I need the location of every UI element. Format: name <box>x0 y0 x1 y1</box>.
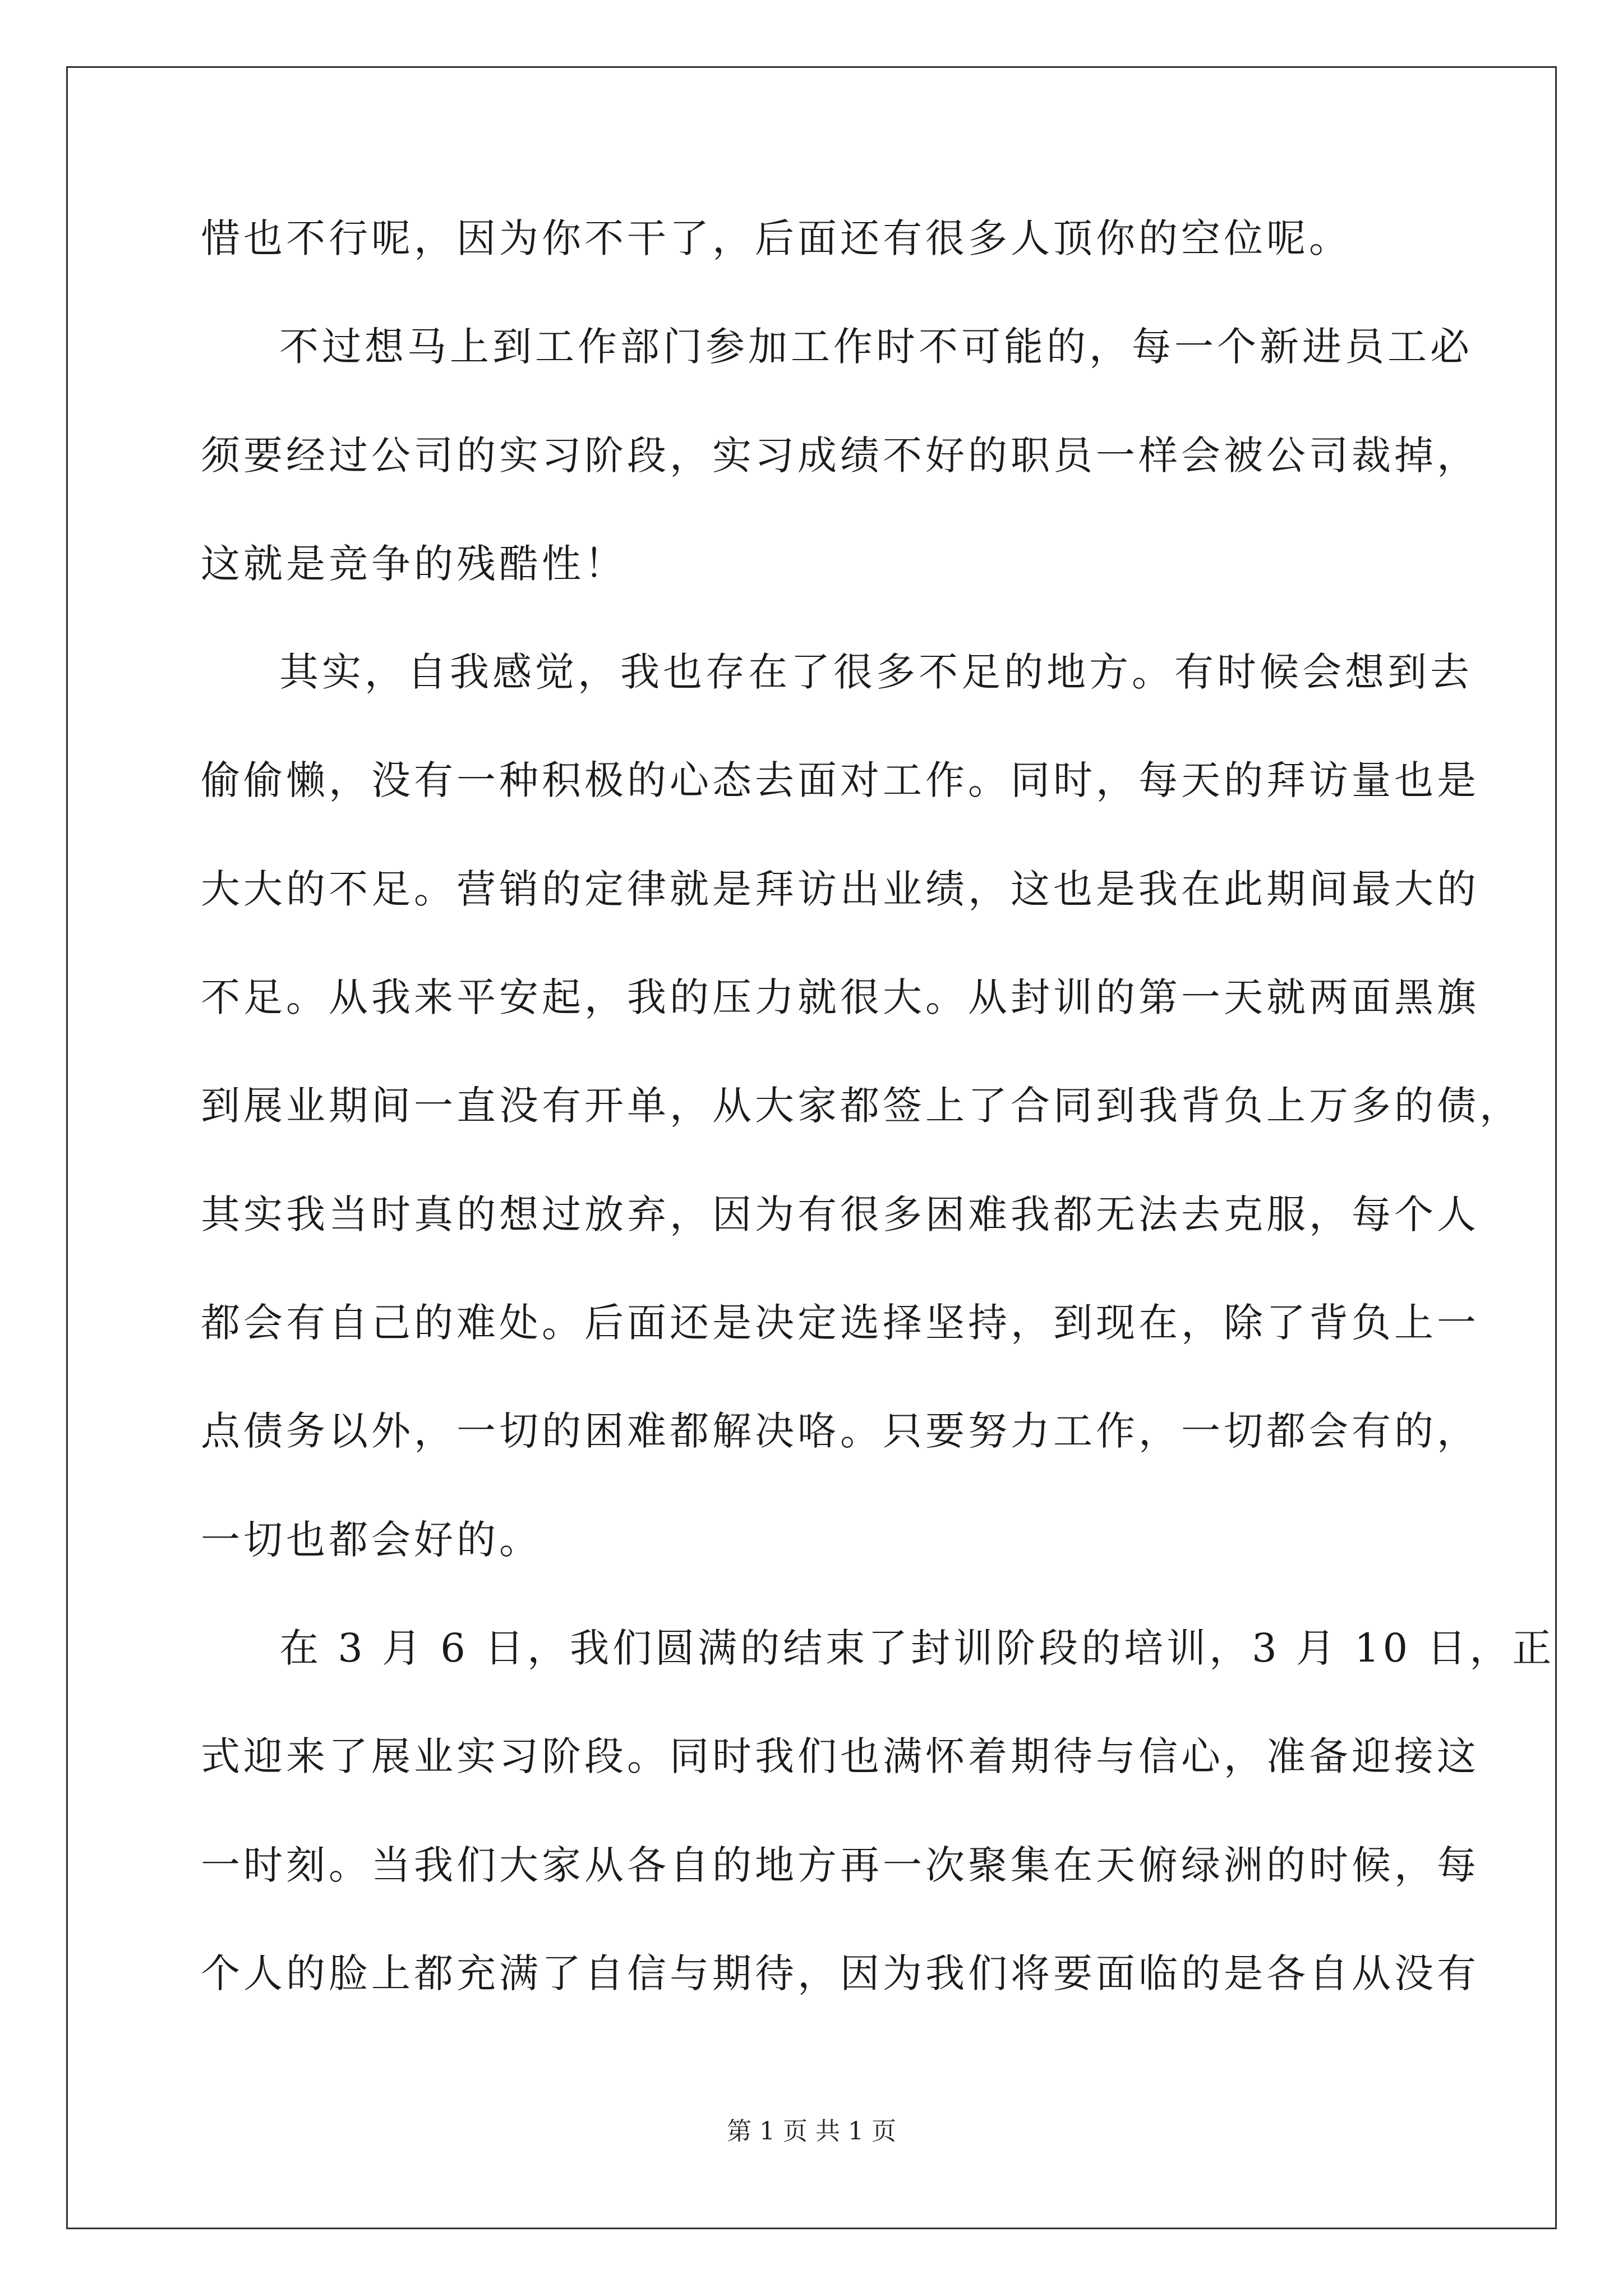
text-line: 不过想马上到工作部门参加工作时不可能的，每一个新进员工必 <box>279 324 1473 370</box>
text-line: 个人的脸上都充满了自信与期待，因为我们将要面临的是各自从没有 <box>201 1950 1479 1996</box>
text-line: 在 3 月 6 日，我们圆满的结束了封训阶段的培训，3 月 10 日，正 <box>279 1625 1555 1671</box>
text-line: 到展业期间一直没有开单，从大家都签上了合同到我背负上万多的债， <box>201 1083 1522 1129</box>
page-footer: 第 1 页 共 1 页 <box>727 2117 896 2146</box>
text-line: 大大的不足。营销的定律就是拜访出业绩，这也是我在此期间最大的 <box>201 866 1479 912</box>
text-line: 一切也都会好的。 <box>201 1517 542 1563</box>
text-line: 这就是竞争的残酷性！ <box>201 541 627 587</box>
page-border <box>66 66 1557 2229</box>
text-line: 式迎来了展业实习阶段。同时我们也满怀着期待与信心，准备迎接这 <box>201 1733 1479 1779</box>
text-line: 一时刻。当我们大家从各自的地方再一次聚集在天俯绿洲的时候，每 <box>201 1842 1479 1888</box>
text-line: 其实我当时真的想过放弃，因为有很多困难我都无法去克服，每个人 <box>201 1191 1479 1237</box>
text-line: 惜也不行呢，因为你不干了，后面还有很多人顶你的空位呢。 <box>201 215 1352 261</box>
text-line: 点债务以外，一切的困难都解决咯。只要努力工作，一切都会有的， <box>201 1408 1479 1454</box>
text-line: 偷偷懒，没有一种积极的心态去面对工作。同时，每天的拜访量也是 <box>201 757 1479 803</box>
text-line: 须要经过公司的实习阶段，实习成绩不好的职员一样会被公司裁掉， <box>201 432 1479 478</box>
text-line: 其实，自我感觉，我也存在了很多不足的地方。有时候会想到去 <box>279 649 1473 695</box>
text-line: 不足。从我来平安起，我的压力就很大。从封训的第一天就两面黑旗 <box>201 974 1479 1020</box>
text-line: 都会有自己的难处。后面还是决定选择坚持，到现在，除了背负上一 <box>201 1300 1479 1346</box>
